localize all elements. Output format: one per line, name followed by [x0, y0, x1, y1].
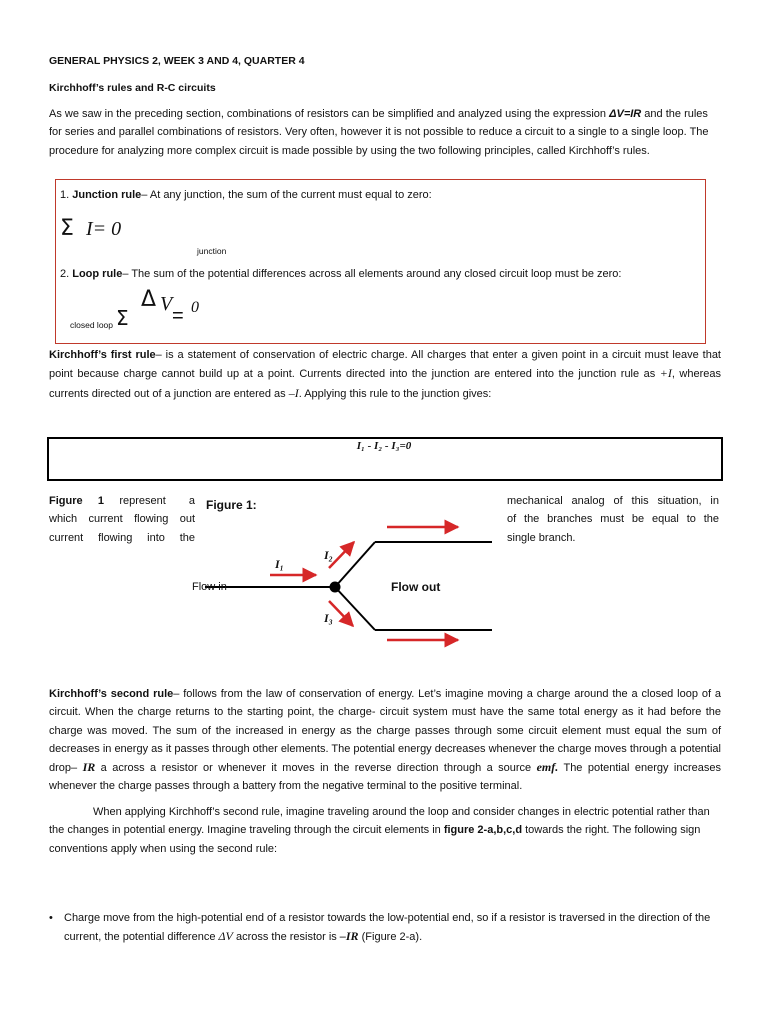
second-rule-label: Kirchhoff’s second rule — [49, 688, 174, 700]
figure-left-number: 1 — [97, 495, 105, 507]
second-rule-paragraph — [49, 685, 721, 796]
junction-rule-statement — [60, 186, 700, 204]
figure-left-line-1: represent a — [119, 495, 195, 507]
intro-paragraph — [49, 105, 721, 160]
document-title: GENERAL PHYSICS 2, WEEK 3 AND 4, QUARTER 4 — [49, 55, 305, 67]
intro-expression: ΔV=IR — [609, 108, 642, 120]
junction-rule-text: – At any junction, the sum of the current must equal to zero: — [141, 189, 432, 201]
figure-caption: Figure 1: — [206, 498, 257, 512]
figure-left-line-2: which current flowing out — [49, 513, 195, 526]
intro-text-1: As we saw in the preceding section, combinations of resistors can be simplified and analyzed using the expression — [49, 108, 610, 120]
sign-convention-bullet — [64, 909, 721, 947]
first-rule-paragraph — [49, 346, 721, 403]
i1-label: I₁ — [275, 557, 284, 571]
figure-right-line-1: mechanical analog of this situation, in — [507, 495, 719, 507]
junction-rule-label: Junction rule — [72, 189, 142, 201]
first-rule-minus-i: –I — [288, 385, 299, 400]
junction-sigma: Σ — [60, 216, 74, 241]
figure-right-text — [507, 492, 719, 547]
lower-branch-diagonal — [335, 587, 375, 630]
bullet-delta-v: ΔV — [218, 929, 233, 944]
first-rule-text-2: , whereas currents directed out of a junction are entered as — [49, 368, 721, 400]
first-rule-label: Kirchhoff’s first rule — [49, 349, 156, 361]
second-rule-text-1: – follows from the law of conservation of energy. Let’s imagine moving a charge around the a closed loop of a circuit. When the charge returns to the starting point, the charge- circuit system must have the same total energy as it had before the charge was moved. The sum of the increased in energy as the charge passes through some circuit element must equal the sum of decreases in energy as it passes through other elements. The potential energy decreases whenever the charge moves through a potential drop– — [49, 688, 721, 775]
junction-current-equation: I₁ - I₂ - I₃=0 — [356, 440, 412, 452]
i3-label: I₃ — [324, 611, 333, 625]
second-rule-emf: emf. — [536, 760, 559, 775]
junction-rule-number: 1. — [60, 189, 73, 201]
figure-left-line-3: current flowing into the — [49, 531, 195, 544]
bullet-text-1: Charge move from the high-potential end of a resistor towards the low-potential end, so if a resistor is traversed in the direction of the current, the potential difference — [64, 912, 711, 944]
figure-right-line-3: single branch. — [507, 531, 576, 544]
figure-left-label: Figure — [49, 495, 83, 507]
flow-out-label: Flow out — [391, 580, 441, 594]
loop-sigma: Σ — [116, 306, 129, 330]
loop-rule-label: Loop rule — [72, 268, 123, 280]
bullet-text-2: across the resistor is — [232, 931, 340, 944]
loop-zero: 0 — [191, 299, 199, 316]
first-rule-text-3: . Applying this rule to the junction gives: — [298, 387, 492, 400]
loop-rule-number: 2. — [60, 268, 73, 280]
upper-branch-diagonal — [335, 542, 375, 587]
bullet-text-3: (Figure 2-a). — [358, 931, 423, 944]
junction-diagram — [180, 515, 510, 650]
figure-left-text — [49, 492, 195, 547]
i2-label: I₂ — [324, 548, 333, 562]
junction-subscript: junction — [197, 246, 227, 256]
loop-subscript: closed loop — [70, 320, 114, 330]
intro-text-2: and the rules for series and parallel combinations of resistors. Very often, however it is not possible to reduce a circuit to a single to a single loop. The procedure for analyzing more complex circuit is made possible by using the two following principles, called Kirchhoff’s rules. — [49, 108, 709, 157]
loop-delta: Δ — [141, 287, 157, 312]
loop-v: V — [160, 293, 173, 315]
applying-paragraph — [49, 803, 721, 858]
junction-node — [330, 582, 341, 593]
second-rule-text-3: The potential energy increases whenever the charge passes through a battery from the negative terminal to the positive terminal. — [49, 762, 721, 793]
second-rule-ir: IR — [82, 760, 96, 775]
bullet-ir: –IR — [339, 929, 359, 944]
first-rule-plus-i: +I — [659, 366, 672, 381]
section-title: Kirchhoff’s rules and R-C circuits — [49, 82, 216, 94]
loop-rule-statement — [60, 265, 700, 283]
junction-equation: I= 0 — [86, 218, 122, 240]
loop-rule-text: – The sum of the potential differences across all elements around any closed circuit loop must be zero: — [122, 268, 622, 280]
figure-right-line-2: of the branches must be equal to the — [507, 513, 719, 526]
bullet-marker: • — [49, 912, 53, 924]
applying-figure-reference: figure 2-a,b,c,d — [443, 824, 523, 837]
flow-in-label: Flow in — [192, 581, 227, 593]
loop-equals: = — [172, 305, 184, 327]
applying-text-2: towards the right. The following sign conventions apply when using the second rule: — [49, 824, 701, 855]
second-rule-text-2: a across a resistor or whenever it moves in the reverse direction through a source — [95, 762, 537, 775]
first-rule-text-1: – is a statement of conservation of electric charge. All charges that enter a given point in a circuit must leave that point because charge cannot build up at a point. Currents directed into the junction are entered into the junction rule as — [49, 349, 721, 381]
applying-text-1: When applying Kirchhoff’s second rule, imagine traveling around the loop and consider changes in electric potential rather than the changes in potential energy. Imagine traveling through the circuit elements in — [49, 806, 710, 837]
